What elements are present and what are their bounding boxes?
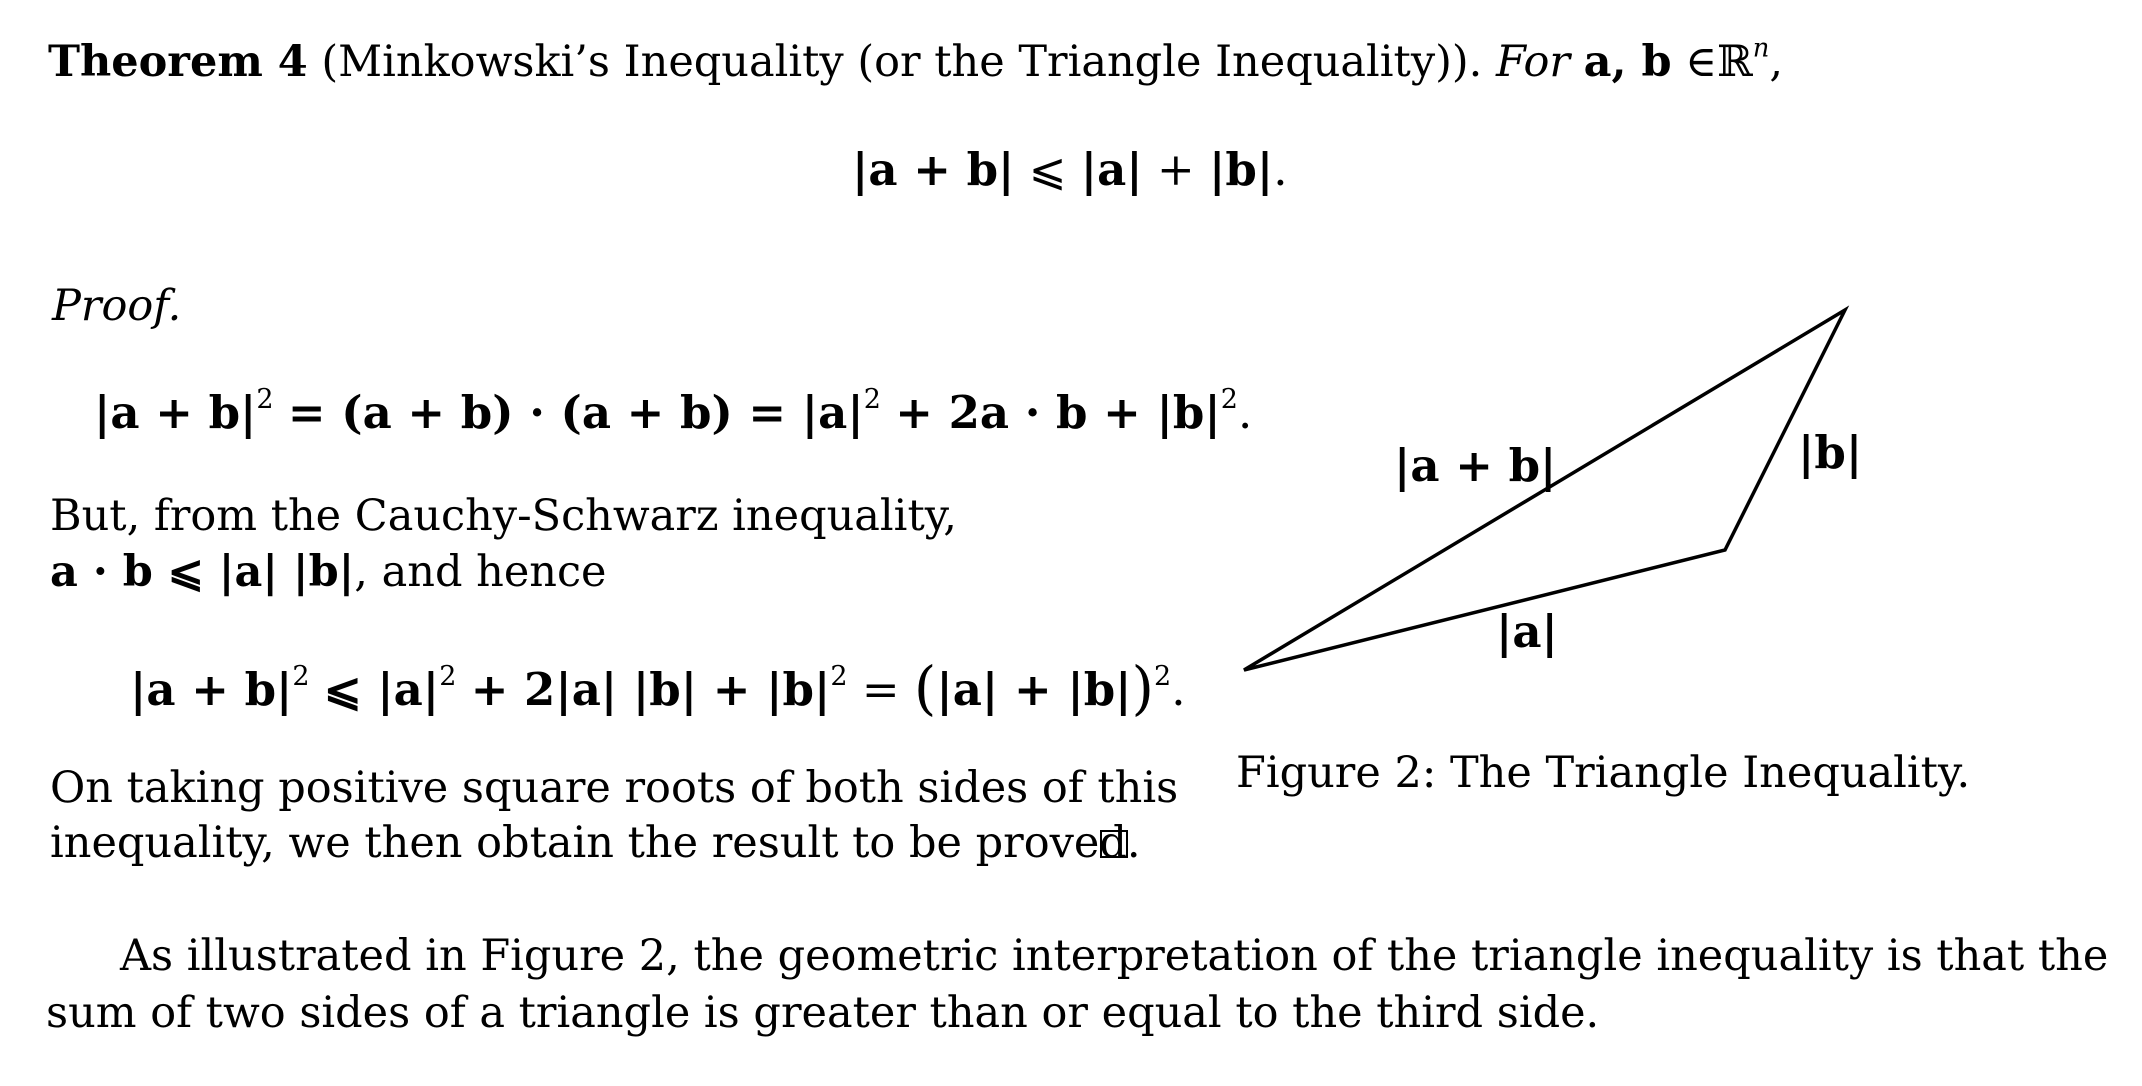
eq2-close-paren: ) bbox=[1131, 655, 1155, 722]
proof-label: Proof. bbox=[52, 281, 182, 331]
eq1-mid-exp: 2 bbox=[863, 383, 881, 415]
theorem-tail: , bbox=[1769, 37, 1784, 87]
eq2-lhs: |a + b| bbox=[130, 663, 293, 716]
closing-line1: As illustrated in Figure 2, the geometric interpretation of the triangle inequality is that the bbox=[120, 931, 2109, 981]
eq2-inner: |a| + |b| bbox=[936, 663, 1132, 716]
eq1-exp: 2 bbox=[256, 383, 274, 415]
eq1-rest-exp: 2 bbox=[1220, 383, 1238, 415]
label-a-text: |a| bbox=[1496, 605, 1558, 658]
eq1-end: . bbox=[1237, 386, 1253, 439]
eq2-part2: + 2|a| |b| + |b| bbox=[470, 663, 831, 716]
theorem-space-exp: n bbox=[1752, 33, 1770, 64]
figure-label-b bbox=[1798, 425, 1862, 481]
para2-text: inequality, we then obtain the result to be proved. bbox=[50, 818, 1141, 868]
figure-label-sum bbox=[1394, 438, 1556, 494]
eq2-part1: ⩽ |a| bbox=[323, 663, 440, 716]
eq1-lhs: |a + b| bbox=[94, 386, 257, 439]
theorem-vars: a, b bbox=[1583, 37, 1672, 87]
eq2-exp2: 2 bbox=[439, 660, 457, 692]
eq2-exp1: 2 bbox=[292, 660, 310, 692]
label-sum-text: |a + b| bbox=[1394, 439, 1557, 492]
figure-caption: Figure 2: The Triangle Inequality. bbox=[1236, 748, 1971, 798]
proof-para2-line1: On taking positive square roots of both sides of this bbox=[50, 763, 1179, 813]
eq-end: . bbox=[1273, 143, 1288, 196]
eq-plus: + bbox=[1156, 143, 1195, 196]
proof-para1-line1: But, from the Cauchy-Schwarz inequality, bbox=[50, 491, 957, 541]
eq1-rest: + 2a · b + |b| bbox=[895, 386, 1221, 439]
eq1-mid: = (a + b) · (a + b) = |a| bbox=[287, 386, 864, 439]
eq-lhs: |a + b| bbox=[852, 143, 1015, 196]
eq2-part3: = bbox=[861, 663, 900, 716]
theorem-space: ℝ bbox=[1717, 37, 1753, 87]
theorem-name: (Minkowski’s Inequality (or the Triangle Inequality)). bbox=[321, 37, 1483, 87]
para1-inline-math: a · b ⩽ |a| |b| bbox=[50, 547, 355, 597]
eq2-open-paren: ( bbox=[913, 655, 937, 722]
eq-a: |a| bbox=[1080, 143, 1143, 196]
eq-rel: ⩽ bbox=[1028, 143, 1067, 196]
label-b-text: |b| bbox=[1798, 426, 1863, 479]
eq-b: |b| bbox=[1209, 143, 1274, 196]
eq2-exp4: 2 bbox=[1154, 660, 1172, 692]
para1-inline-text: , and hence bbox=[354, 547, 607, 597]
theorem-elem: ∈ bbox=[1685, 37, 1718, 87]
closing-line2: sum of two sides of a triangle is greater than or equal to the third side. bbox=[46, 988, 1600, 1038]
eq2-end: . bbox=[1171, 663, 1186, 716]
eq2-exp3: 2 bbox=[830, 660, 848, 692]
theorem-statement-intro: For bbox=[1496, 37, 1570, 87]
figure-label-a bbox=[1496, 604, 1558, 660]
theorem-label: Theorem 4 bbox=[48, 37, 308, 87]
